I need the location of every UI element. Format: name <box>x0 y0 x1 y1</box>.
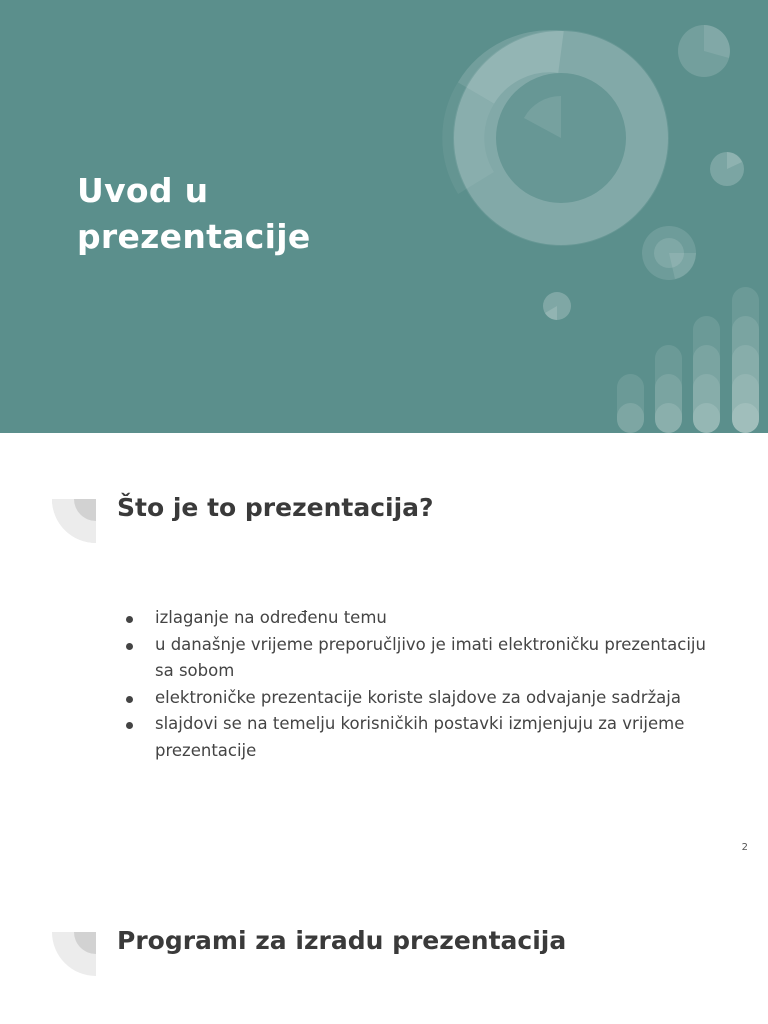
bullet-dot-icon <box>126 722 133 729</box>
page-number: 2 <box>741 842 748 853</box>
title-slide <box>0 0 768 433</box>
bullet-text: elektroničke prezentacije koriste slajdove za odvajanje sadržaja <box>155 687 681 707</box>
bullet-item <box>121 632 711 685</box>
bullet-list <box>121 605 711 764</box>
bullet-dot-icon <box>126 643 133 650</box>
small-donut-graphic <box>642 226 696 280</box>
bullet-item <box>121 605 711 632</box>
content-slide-2 <box>0 870 768 1024</box>
bullet-item <box>121 685 711 712</box>
donut-chart-graphic <box>453 30 669 246</box>
bullet-dot-icon <box>126 696 133 703</box>
tiny-pie-graphic <box>543 292 571 320</box>
bar-columns-graphic <box>617 287 759 433</box>
bullet-dot-icon <box>126 616 133 623</box>
quarter-circle-decoration-icon <box>52 499 96 543</box>
bullet-item <box>121 711 711 764</box>
slide-heading: Što je to prezentacija? <box>117 493 434 522</box>
content-slide <box>0 433 768 870</box>
quarter-circle-decoration-icon <box>52 932 96 976</box>
bullet-text: izlaganje na određenu temu <box>155 608 387 627</box>
bullet-text: u današnje vrijeme preporučljivo je imati elektroničku prezentaciju sa sobom <box>155 634 706 680</box>
small-pie-graphic <box>678 25 730 77</box>
presentation-title: Uvod u prezentacije <box>77 171 311 256</box>
slide-heading: Programi za izradu prezentacija <box>117 926 567 955</box>
bullet-text: slajdovi se na temelju korisničkih postavki izmjenjuju za vrijeme prezentacije <box>155 714 685 760</box>
small-pie-graphic-2 <box>710 152 744 186</box>
